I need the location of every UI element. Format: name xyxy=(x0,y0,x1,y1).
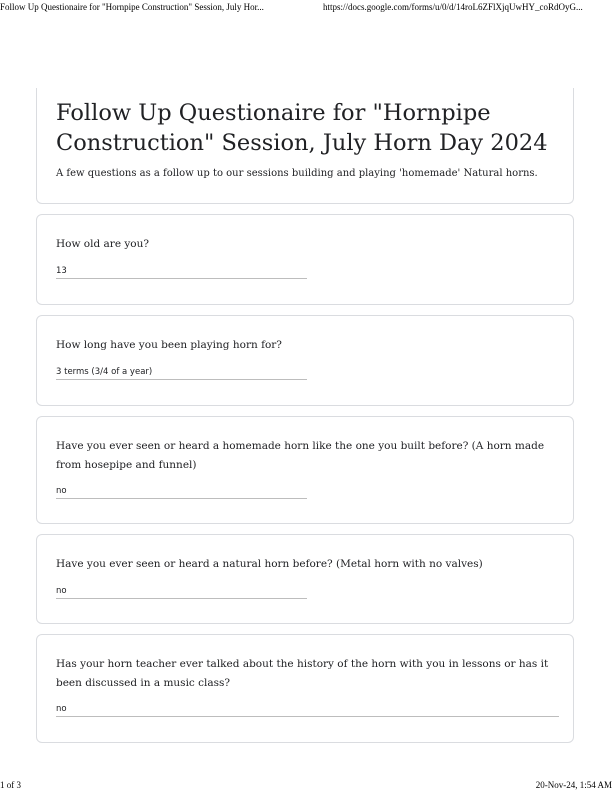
answer-field[interactable]: no xyxy=(56,484,307,499)
answer-field[interactable]: no xyxy=(56,584,307,599)
question-label: How old are you? xyxy=(56,238,150,250)
question-label: Have you ever seen or heard a natural horn before? (Metal horn with no valves) xyxy=(56,558,483,570)
print-timestamp: 20-Nov-24, 1:54 AM xyxy=(535,780,612,790)
page-number: 1 of 3 xyxy=(0,780,21,790)
question-label: Has your horn teacher ever talked about the history of the horn with you in lessons or has it been discussed in a music class? xyxy=(56,658,549,689)
form-title: Follow Up Questionaire for "Hornpipe Construction" Session, July Horn Day 2024 xyxy=(56,100,548,156)
question-card xyxy=(36,214,574,305)
form-header-card xyxy=(36,88,574,204)
question-label: Have you ever seen or heard a homemade horn like the one you built before? (A horn made from hosepipe and funnel) xyxy=(56,440,545,471)
question-card xyxy=(36,634,574,743)
question-card xyxy=(36,534,574,624)
question-card xyxy=(36,315,574,406)
form-description: A few questions as a follow up to our sessions building and playing 'homemade' Natural horns. xyxy=(56,168,538,179)
answer-field[interactable]: 3 terms (3/4 of a year) xyxy=(56,365,307,380)
answer-field[interactable]: 13 xyxy=(56,264,307,279)
print-header-url: https://docs.google.com/forms/u/0/d/14roL6ZFlXjqUwHY_coRdOyG... xyxy=(323,2,583,12)
question-label: How long have you been playing horn for? xyxy=(56,339,282,351)
answer-field[interactable]: no xyxy=(56,702,559,717)
print-header-title: Follow Up Questionaire for "Hornpipe Construction" Session, July Hor... xyxy=(0,2,264,12)
question-card xyxy=(36,416,574,524)
